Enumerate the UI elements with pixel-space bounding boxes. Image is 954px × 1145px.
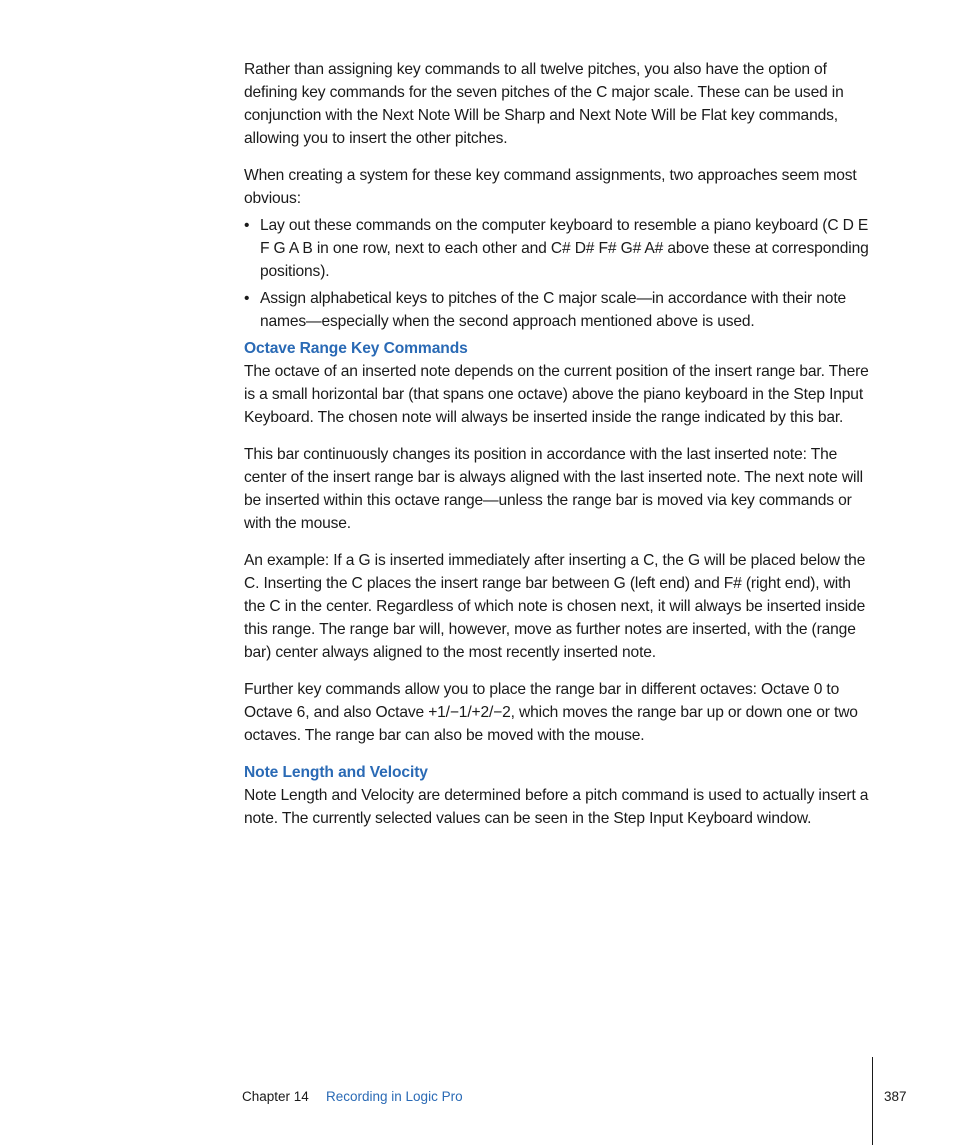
page-number: 387 bbox=[884, 1089, 907, 1104]
paragraph: Rather than assigning key commands to all twelve pitches, you also have the option of defining key commands for the seven pitches of the C major scale. These can be used in conjunction with the Next Note Will be Sharp and Next Note Will be Flat key commands, allowing you to insert the other pitches. bbox=[244, 61, 844, 147]
chapter-label: Chapter 14 bbox=[242, 1089, 309, 1104]
bullet-list bbox=[244, 214, 874, 333]
list-item bbox=[244, 214, 874, 283]
paragraph: This bar continuously changes its position in accordance with the last inserted note: The center of the insert range bar is always aligned with the last inserted note. The next note will be inserted within this octave range—unless the range bar is moved via key commands or with the mouse. bbox=[244, 446, 863, 532]
list-item bbox=[244, 287, 874, 333]
chapter-title-link[interactable]: Recording in Logic Pro bbox=[326, 1089, 463, 1104]
list-item-text: Assign alphabetical keys to pitches of the C major scale—in accordance with their note names—especially when the second approach mentioned above is used. bbox=[260, 290, 847, 330]
page-content bbox=[244, 58, 874, 830]
bullet-icon: • bbox=[244, 217, 250, 234]
paragraph: An example: If a G is inserted immediately after inserting a C, the G will be placed below the C. Inserting the C places the insert range bar between G (left end) and F# (right end), with the C in the center. Regardless of which note is chosen next, it will always be inserted inside this range. The range bar will, however, move as further notes are inserted, with the (range bar) center always aligned to the most recently inserted note. bbox=[244, 552, 866, 661]
page-footer bbox=[0, 1087, 954, 1117]
bullet-icon: • bbox=[244, 290, 250, 307]
paragraph: Further key commands allow you to place the range bar in different octaves: Octave 0 to Octave 6, and also Octave +1/−1/+2/−2, which moves the range bar up or down one or two octaves. The range bar can also be moved with the mouse. bbox=[244, 681, 858, 744]
list-item-text: Lay out these commands on the computer keyboard to resemble a piano keyboard (C D E F G A B in one row, next to each other and C# D# F# G# A# above these at corresponding positions). bbox=[260, 217, 869, 280]
section-heading: Octave Range Key Commands bbox=[244, 340, 468, 357]
paragraph: When creating a system for these key command assignments, two approaches seem most obvious: bbox=[244, 167, 857, 207]
footer-divider bbox=[872, 1057, 873, 1145]
paragraph: The octave of an inserted note depends on the current position of the insert range bar. There is a small horizontal bar (that spans one octave) above the piano keyboard in the Step Input Keyboard. The chosen note will always be inserted inside the range indicated by this bar. bbox=[244, 363, 869, 426]
section-heading: Note Length and Velocity bbox=[244, 764, 428, 781]
paragraph: Note Length and Velocity are determined before a pitch command is used to actually insert a note. The currently selected values can be seen in the Step Input Keyboard window. bbox=[244, 787, 869, 827]
